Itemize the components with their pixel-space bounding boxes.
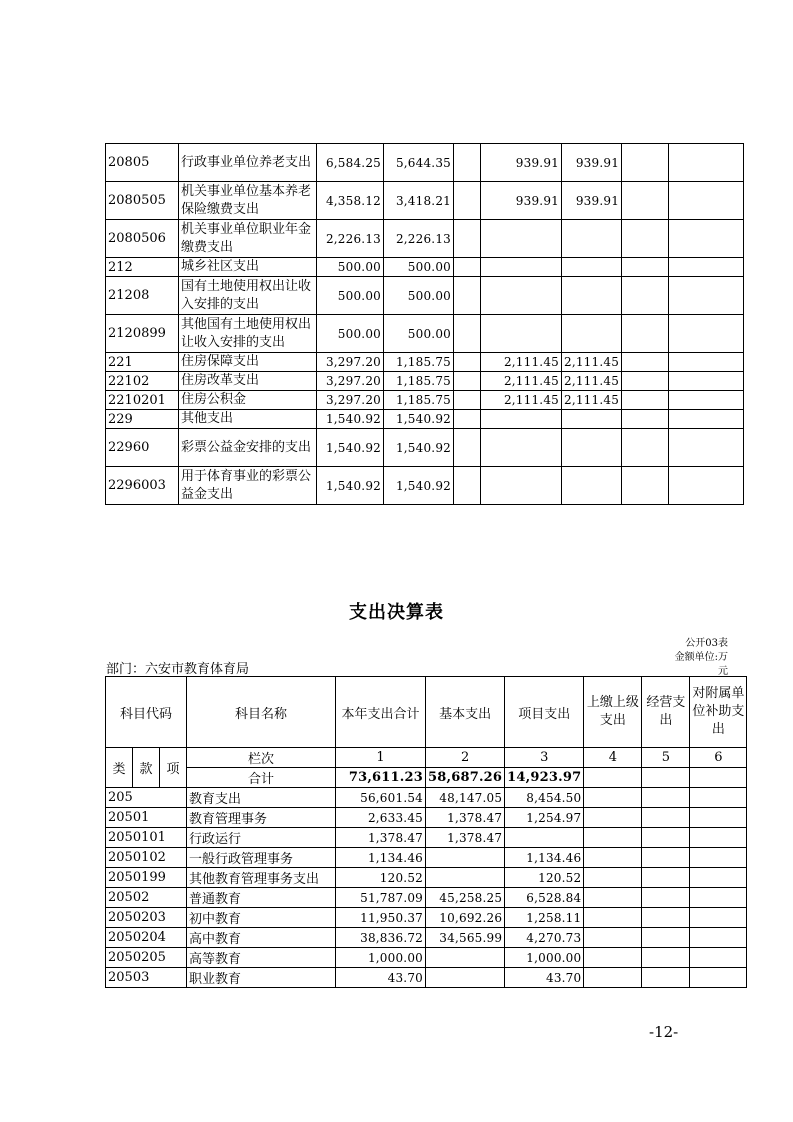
- row-operation: 2,111.45: [562, 353, 622, 372]
- row-project: [454, 315, 481, 353]
- row-upper: [481, 429, 562, 467]
- row-total: 1,134.46: [336, 848, 426, 868]
- row-upper: [584, 828, 642, 848]
- row-basic: 500.00: [384, 277, 454, 315]
- row-total: 2,226.13: [317, 220, 384, 258]
- row-code: 2296003: [106, 467, 179, 505]
- row-project: [454, 372, 481, 391]
- row-subsidy: [622, 429, 669, 467]
- row-operation: [642, 968, 690, 988]
- row-upper: [481, 410, 562, 429]
- col-index: 5: [642, 748, 690, 768]
- row-basic: 1,540.92: [384, 429, 454, 467]
- row-project: 43.70: [505, 968, 584, 988]
- row-name: 城乡社区支出: [179, 258, 317, 277]
- row-project: [454, 353, 481, 372]
- row-upper: [584, 888, 642, 908]
- row-subsidy: [622, 277, 669, 315]
- row-operation: 939.91: [562, 182, 622, 220]
- row-code: 2050101: [106, 828, 187, 848]
- page-title: 支出决算表: [349, 602, 444, 623]
- header-operation: 经营支出: [642, 677, 690, 748]
- row-name: 其他支出: [179, 410, 317, 429]
- total-upper: [584, 768, 642, 788]
- row-upper: 2,111.45: [481, 391, 562, 410]
- row-upper: [584, 808, 642, 828]
- row-upper: 939.91: [481, 144, 562, 182]
- row-total: 4,358.12: [317, 182, 384, 220]
- row-code: 2050203: [106, 908, 187, 928]
- row-extra: [669, 410, 744, 429]
- total-basic: 58,687.26: [426, 768, 505, 788]
- row-total: 56,601.54: [336, 788, 426, 808]
- total-subsidy: [690, 768, 747, 788]
- col-index: 2: [426, 748, 505, 768]
- row-total: 500.00: [317, 258, 384, 277]
- row-operation: [642, 808, 690, 828]
- row-subsidy: [690, 928, 747, 948]
- row-subsidy: [622, 391, 669, 410]
- row-extra: [669, 315, 744, 353]
- row-upper: [584, 848, 642, 868]
- row-code: 2120899: [106, 315, 179, 353]
- col-index: 4: [584, 748, 642, 768]
- row-upper: [481, 277, 562, 315]
- row-subsidy: [690, 908, 747, 928]
- department-label: 部门：六安市教育体育局: [106, 662, 250, 677]
- row-subsidy: [690, 788, 747, 808]
- row-operation: [562, 220, 622, 258]
- row-code: 212: [106, 258, 179, 277]
- col-index: 3: [505, 748, 584, 768]
- row-subsidy: [690, 888, 747, 908]
- row-operation: [562, 410, 622, 429]
- table-row: [106, 467, 744, 505]
- table-row: [106, 788, 747, 808]
- row-basic: 1,185.75: [384, 353, 454, 372]
- table-row: [106, 828, 747, 848]
- row-project: 4,270.73: [505, 928, 584, 948]
- row-name: 其他教育管理事务支出: [187, 868, 336, 888]
- row-subsidy: [622, 467, 669, 505]
- row-code: 221: [106, 353, 179, 372]
- row-basic: 1,540.92: [384, 467, 454, 505]
- row-basic: 1,378.47: [426, 808, 505, 828]
- row-name: 职业教育: [187, 968, 336, 988]
- row-total: 11,950.37: [336, 908, 426, 928]
- row-upper: 2,111.45: [481, 372, 562, 391]
- table-row: [106, 928, 747, 948]
- row-basic: 500.00: [384, 315, 454, 353]
- header-upper: 上缴上级支出: [584, 677, 642, 748]
- row-name: 机关事业单位基本养老保险缴费支出: [179, 182, 317, 220]
- row-upper: [481, 258, 562, 277]
- row-subsidy: [622, 220, 669, 258]
- row-name: 彩票公益金安排的支出: [179, 429, 317, 467]
- table-row: [106, 391, 744, 410]
- table-row: [106, 353, 744, 372]
- row-project: 1,000.00: [505, 948, 584, 968]
- row-subsidy: [622, 410, 669, 429]
- table-row: [106, 868, 747, 888]
- row-extra: [669, 467, 744, 505]
- table-row: [106, 220, 744, 258]
- row-name: 教育管理事务: [187, 808, 336, 828]
- row-operation: [642, 788, 690, 808]
- total-label: 合计: [187, 768, 336, 788]
- row-upper: [584, 868, 642, 888]
- row-extra: [669, 391, 744, 410]
- row-name: 一般行政管理事务: [187, 848, 336, 868]
- row-name: 高中教育: [187, 928, 336, 948]
- table-row: [106, 908, 747, 928]
- row-total: 500.00: [317, 315, 384, 353]
- col-index-label: 栏次: [187, 748, 336, 768]
- row-project: [454, 467, 481, 505]
- row-operation: 939.91: [562, 144, 622, 182]
- row-total: 3,297.20: [317, 353, 384, 372]
- row-name: 初中教育: [187, 908, 336, 928]
- unit-suffix: 元: [718, 666, 728, 677]
- row-total: 1,000.00: [336, 948, 426, 968]
- header-code: 科目代码: [106, 677, 187, 748]
- row-total: 43.70: [336, 968, 426, 988]
- row-name: 住房公积金: [179, 391, 317, 410]
- row-project: 1,254.97: [505, 808, 584, 828]
- row-upper: [481, 315, 562, 353]
- row-total: 38,836.72: [336, 928, 426, 948]
- row-operation: [642, 848, 690, 868]
- row-operation: [642, 948, 690, 968]
- row-upper: 939.91: [481, 182, 562, 220]
- row-total: 1,540.92: [317, 429, 384, 467]
- row-total: 2,633.45: [336, 808, 426, 828]
- row-code: 2080506: [106, 220, 179, 258]
- row-subsidy: [690, 868, 747, 888]
- row-upper: [481, 467, 562, 505]
- row-code: 20805: [106, 144, 179, 182]
- row-basic: [426, 968, 505, 988]
- total-row: [106, 768, 747, 788]
- row-extra: [669, 144, 744, 182]
- row-name: 其他国有土地使用权出让收入安排的支出: [179, 315, 317, 353]
- row-project: [454, 410, 481, 429]
- row-code: 2050199: [106, 868, 187, 888]
- row-project: 6,528.84: [505, 888, 584, 908]
- row-total: 3,297.20: [317, 391, 384, 410]
- row-code: 2210201: [106, 391, 179, 410]
- table-row: [106, 848, 747, 868]
- form-number: 公开03表: [685, 638, 728, 649]
- row-subsidy: [622, 353, 669, 372]
- row-project: [505, 828, 584, 848]
- row-code: 2080505: [106, 182, 179, 220]
- row-project: [454, 144, 481, 182]
- expenditure-table: [105, 676, 747, 988]
- row-subsidy: [622, 372, 669, 391]
- row-code: 20502: [106, 888, 187, 908]
- col-index: 6: [690, 748, 747, 768]
- table-row: [106, 429, 744, 467]
- header-total: 本年支出合计: [336, 677, 426, 748]
- table-row: [106, 948, 747, 968]
- row-basic: 1,185.75: [384, 372, 454, 391]
- row-upper: [584, 968, 642, 988]
- row-subsidy: [690, 828, 747, 848]
- header-subsidy: 对附属单位补助支出: [690, 677, 747, 748]
- row-code: 205: [106, 788, 187, 808]
- unit-label: 金额单位:万: [674, 652, 728, 663]
- row-total: 120.52: [336, 868, 426, 888]
- row-basic: 1,185.75: [384, 391, 454, 410]
- row-code: 2050205: [106, 948, 187, 968]
- row-code: 20503: [106, 968, 187, 988]
- row-operation: [642, 868, 690, 888]
- row-code: 2050204: [106, 928, 187, 948]
- header-name: 科目名称: [187, 677, 336, 748]
- header-xiang: 项: [160, 748, 187, 788]
- row-subsidy: [690, 948, 747, 968]
- row-project: [454, 258, 481, 277]
- row-code: 2050102: [106, 848, 187, 868]
- row-operation: [562, 258, 622, 277]
- row-operation: 2,111.45: [562, 391, 622, 410]
- row-project: [454, 429, 481, 467]
- row-operation: [642, 908, 690, 928]
- total-operation: [642, 768, 690, 788]
- row-operation: [642, 828, 690, 848]
- row-operation: [562, 315, 622, 353]
- row-extra: [669, 372, 744, 391]
- index-row: [106, 748, 747, 768]
- row-operation: [562, 429, 622, 467]
- row-upper: 2,111.45: [481, 353, 562, 372]
- row-basic: 1,540.92: [384, 410, 454, 429]
- row-name: 住房保障支出: [179, 353, 317, 372]
- table-row: [106, 258, 744, 277]
- table-row: [106, 182, 744, 220]
- row-upper: [584, 908, 642, 928]
- row-name: 国有土地使用权出让收入安排的支出: [179, 277, 317, 315]
- row-basic: 1,378.47: [426, 828, 505, 848]
- table-row: [106, 808, 747, 828]
- total-total: 73,611.23: [336, 768, 426, 788]
- row-project: [454, 391, 481, 410]
- row-basic: [426, 868, 505, 888]
- header-project: 项目支出: [505, 677, 584, 748]
- total-project: 14,923.97: [505, 768, 584, 788]
- row-subsidy: [622, 315, 669, 353]
- row-project: 1,258.11: [505, 908, 584, 928]
- row-name: 教育支出: [187, 788, 336, 808]
- row-extra: [669, 353, 744, 372]
- row-basic: 2,226.13: [384, 220, 454, 258]
- row-code: 22960: [106, 429, 179, 467]
- row-total: 1,540.92: [317, 410, 384, 429]
- row-subsidy: [690, 808, 747, 828]
- row-project: 120.52: [505, 868, 584, 888]
- row-name: 高等教育: [187, 948, 336, 968]
- row-extra: [669, 258, 744, 277]
- row-upper: [584, 948, 642, 968]
- row-extra: [669, 277, 744, 315]
- row-subsidy: [690, 968, 747, 988]
- header-kuan: 款: [133, 748, 160, 788]
- row-extra: [669, 220, 744, 258]
- row-name: 住房改革支出: [179, 372, 317, 391]
- row-name: 普通教育: [187, 888, 336, 908]
- row-project: [454, 277, 481, 315]
- row-basic: 5,644.35: [384, 144, 454, 182]
- row-code: 229: [106, 410, 179, 429]
- header-basic: 基本支出: [426, 677, 505, 748]
- table-row: [106, 144, 744, 182]
- row-basic: 48,147.05: [426, 788, 505, 808]
- row-subsidy: [622, 144, 669, 182]
- row-operation: [642, 888, 690, 908]
- table-row: [106, 968, 747, 988]
- row-basic: 3,418.21: [384, 182, 454, 220]
- row-name: 行政事业单位养老支出: [179, 144, 317, 182]
- row-upper: [584, 788, 642, 808]
- row-subsidy: [622, 182, 669, 220]
- row-basic: 10,692.26: [426, 908, 505, 928]
- row-upper: [584, 928, 642, 948]
- row-basic: 34,565.99: [426, 928, 505, 948]
- row-code: 21208: [106, 277, 179, 315]
- row-project: [454, 220, 481, 258]
- row-operation: [562, 277, 622, 315]
- row-basic: 500.00: [384, 258, 454, 277]
- header-lei: 类: [106, 748, 133, 788]
- table-row: [106, 315, 744, 353]
- row-subsidy: [690, 848, 747, 868]
- row-basic: [426, 848, 505, 868]
- row-code: 22102: [106, 372, 179, 391]
- table-row: [106, 372, 744, 391]
- table-row: [106, 277, 744, 315]
- row-total: 3,297.20: [317, 372, 384, 391]
- header-row: [106, 677, 747, 748]
- row-name: 用于体育事业的彩票公益金支出: [179, 467, 317, 505]
- row-upper: [481, 220, 562, 258]
- row-total: 1,378.47: [336, 828, 426, 848]
- row-operation: 2,111.45: [562, 372, 622, 391]
- row-extra: [669, 429, 744, 467]
- page-number: -12-: [649, 1023, 679, 1041]
- table-row: [106, 888, 747, 908]
- row-extra: [669, 182, 744, 220]
- row-operation: [642, 928, 690, 948]
- row-total: 1,540.92: [317, 467, 384, 505]
- row-basic: 45,258.25: [426, 888, 505, 908]
- row-project: 1,134.46: [505, 848, 584, 868]
- col-index: 1: [336, 748, 426, 768]
- row-project: [454, 182, 481, 220]
- row-name: 机关事业单位职业年金缴费支出: [179, 220, 317, 258]
- table-row: [106, 410, 744, 429]
- row-operation: [562, 467, 622, 505]
- row-basic: [426, 948, 505, 968]
- row-total: 51,787.09: [336, 888, 426, 908]
- row-name: 行政运行: [187, 828, 336, 848]
- row-total: 500.00: [317, 277, 384, 315]
- row-total: 6,584.25: [317, 144, 384, 182]
- row-project: 8,454.50: [505, 788, 584, 808]
- top-table: [105, 143, 744, 505]
- row-code: 20501: [106, 808, 187, 828]
- row-subsidy: [622, 258, 669, 277]
